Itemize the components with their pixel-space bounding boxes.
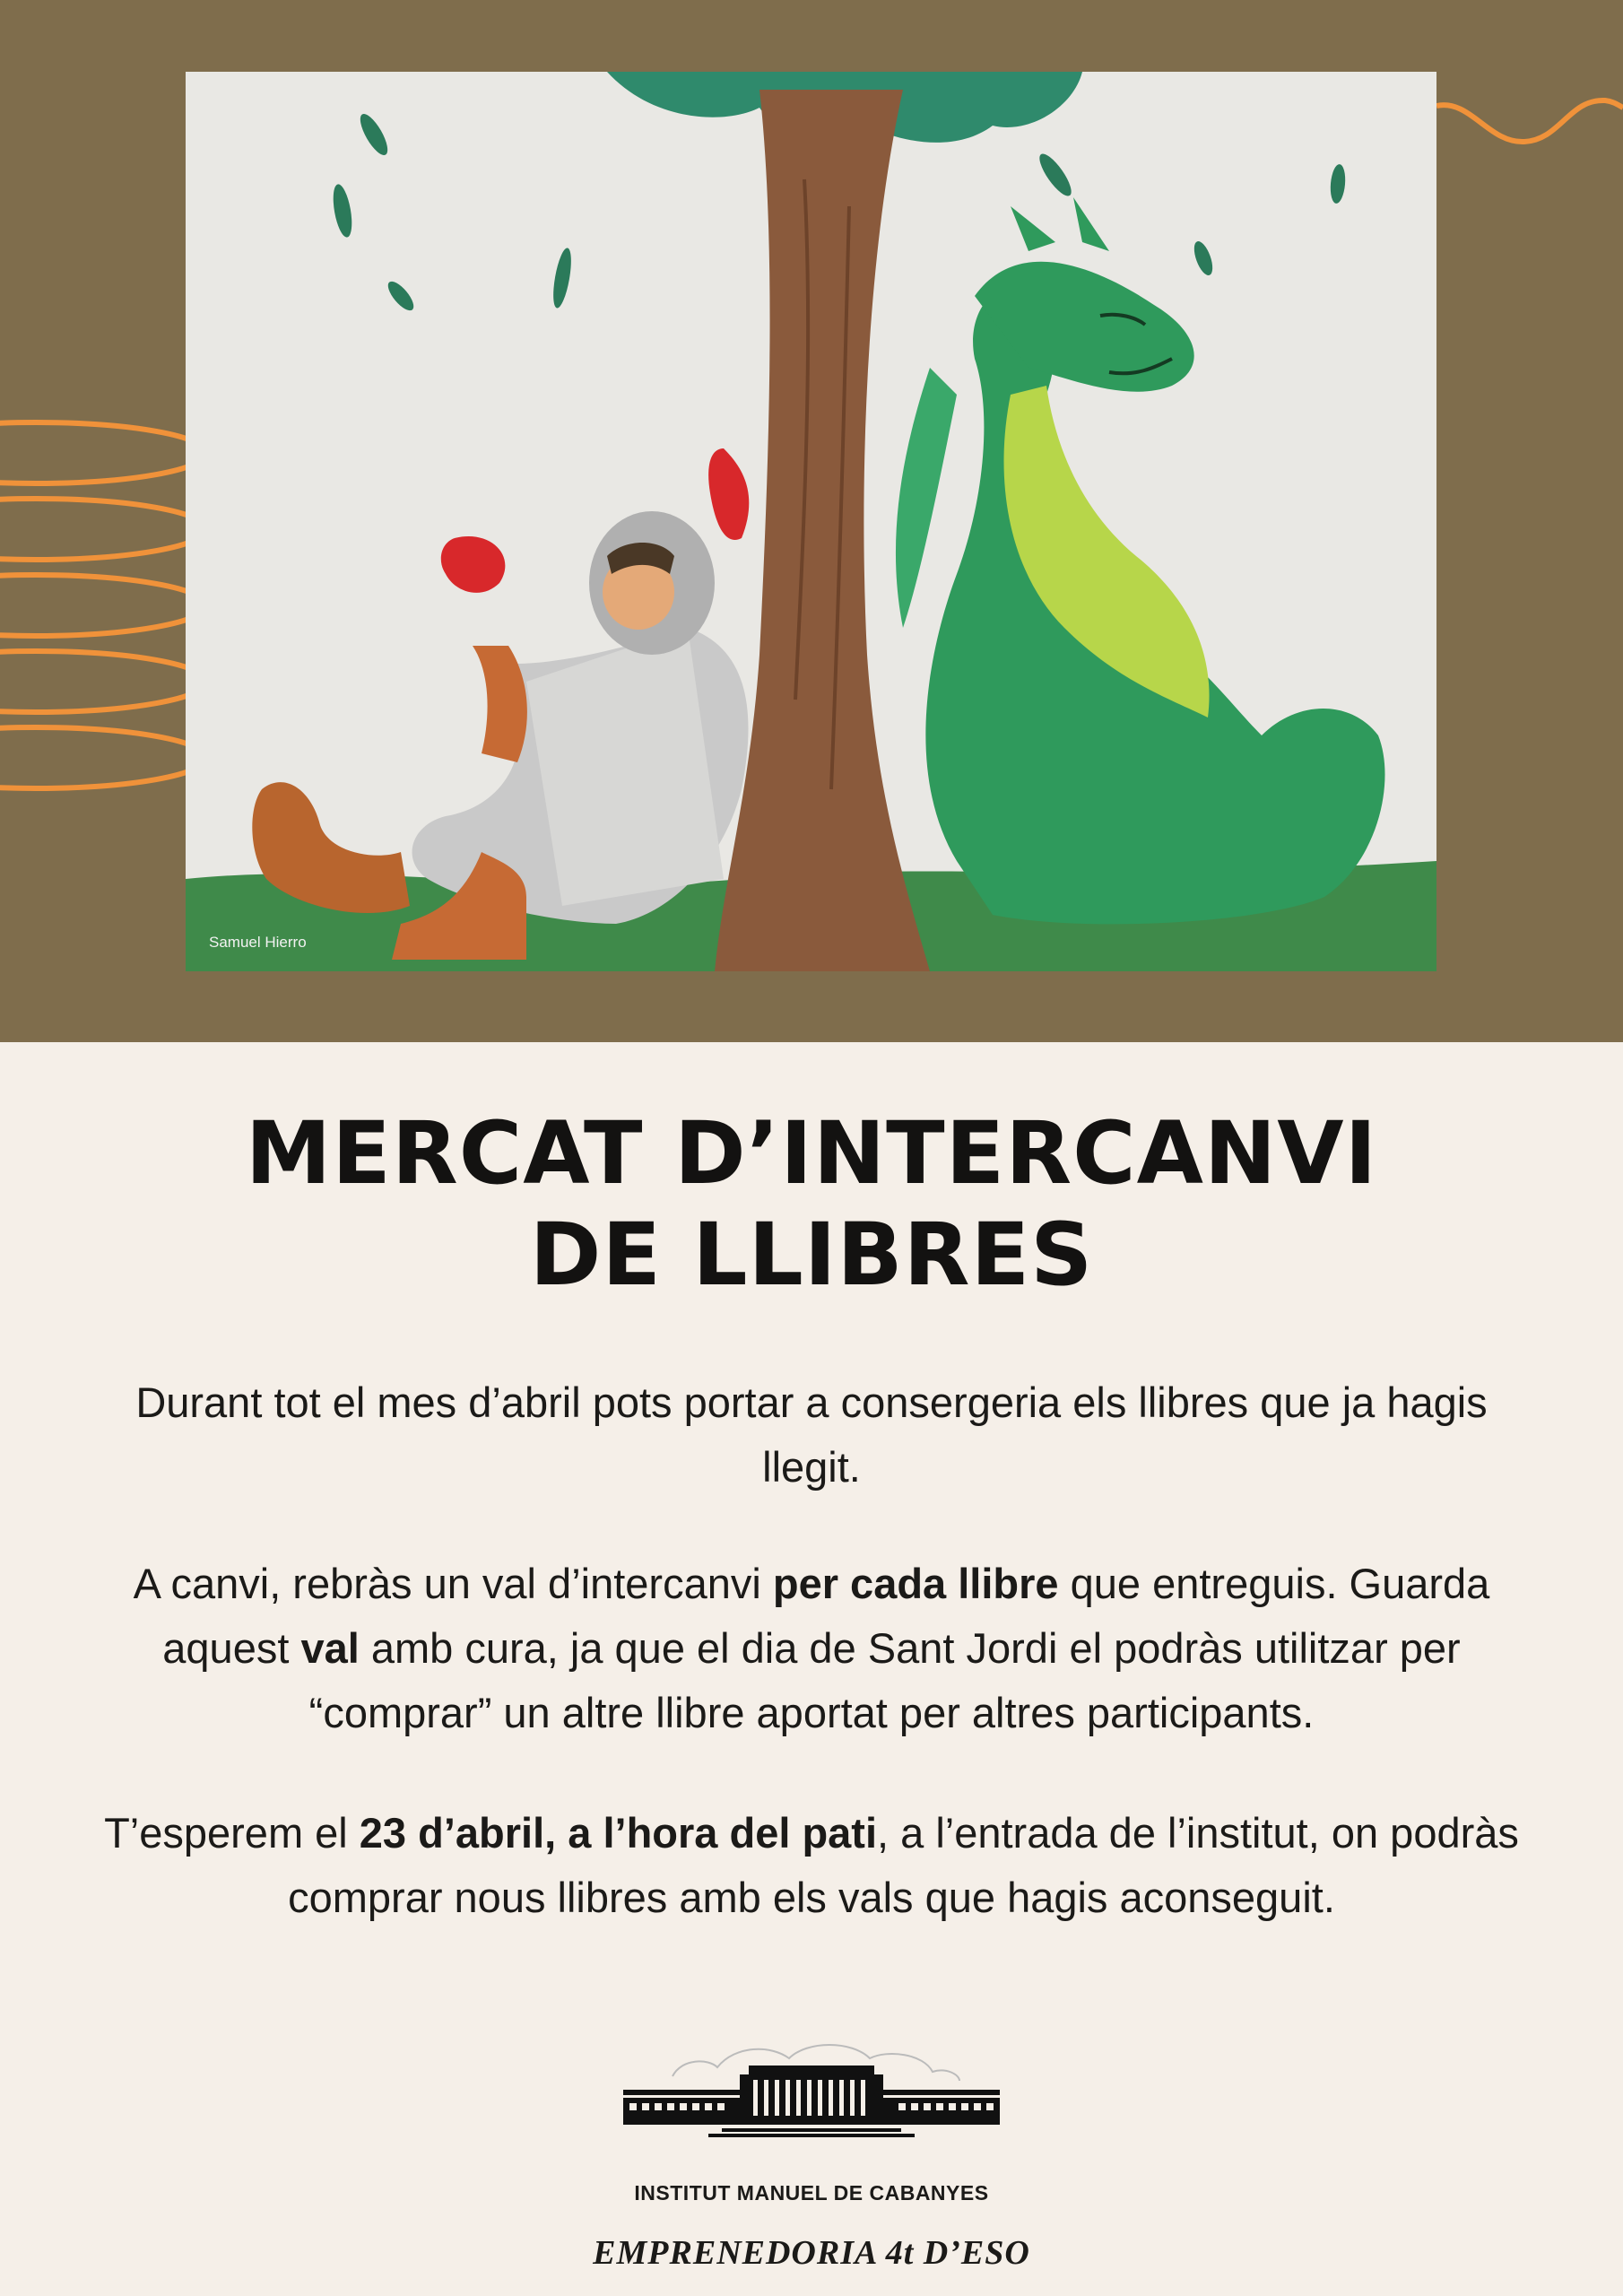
paragraph-event: [90, 1801, 1533, 1930]
paragraph-exchange: [90, 1552, 1533, 1745]
ring-4: [0, 651, 206, 712]
paragraph-intro: Durant tot el mes d’abril pots portar a consergeria els llibres que ja hagis llegit.: [135, 1378, 1488, 1491]
ring-2: [0, 499, 206, 560]
paragraph-exchange-text-3: amb cura, ja que el dia de Sant Jordi el podràs utilitzar per “comprar” un altre llibre aportat per altres participants.: [308, 1624, 1461, 1736]
paragraph-exchange-bold-1: per cada llibre: [772, 1560, 1059, 1607]
dragon: [896, 197, 1385, 924]
knight: [252, 448, 749, 960]
paragraph-exchange-text-1: A canvi, rebràs un val d’intercanvi: [133, 1560, 773, 1607]
paragraph-exchange-text-2: que entreguis. Guarda aquest: [162, 1560, 1490, 1672]
school-building-icon: [619, 2040, 1004, 2139]
ring-5: [0, 727, 206, 788]
title-line-2: DE LLIBRES: [529, 1205, 1094, 1305]
ring-3: [0, 575, 206, 636]
header-band: [0, 0, 1623, 1042]
paragraph-event-text-1: T’esperem el: [104, 1809, 360, 1857]
paragraph-event-text-2: , a l’entrada de l’institut, on podràs comprar nous llibres amb els vals que hagis aconseguit.: [288, 1809, 1519, 1921]
ring-1: [0, 422, 206, 483]
wavy-line-top-right: [1436, 100, 1623, 142]
school-name: INSTITUT MANUEL DE CABANYES: [634, 2181, 989, 2205]
paragraph-exchange-bold-2: val: [300, 1624, 360, 1672]
title-line-1: MERCAT D’INTERCANVI: [245, 1103, 1378, 1204]
footer-course: EMPRENEDORIA 4t D’ESO: [593, 2234, 1030, 2272]
paragraph-event-bold-1: 23 d’abril, a l’hora del pati: [359, 1809, 878, 1857]
page-title: [0, 1103, 1623, 1306]
drawing-knight-and-dragon: [186, 72, 1436, 971]
illustration-credit: Samuel Hierro: [209, 934, 307, 951]
